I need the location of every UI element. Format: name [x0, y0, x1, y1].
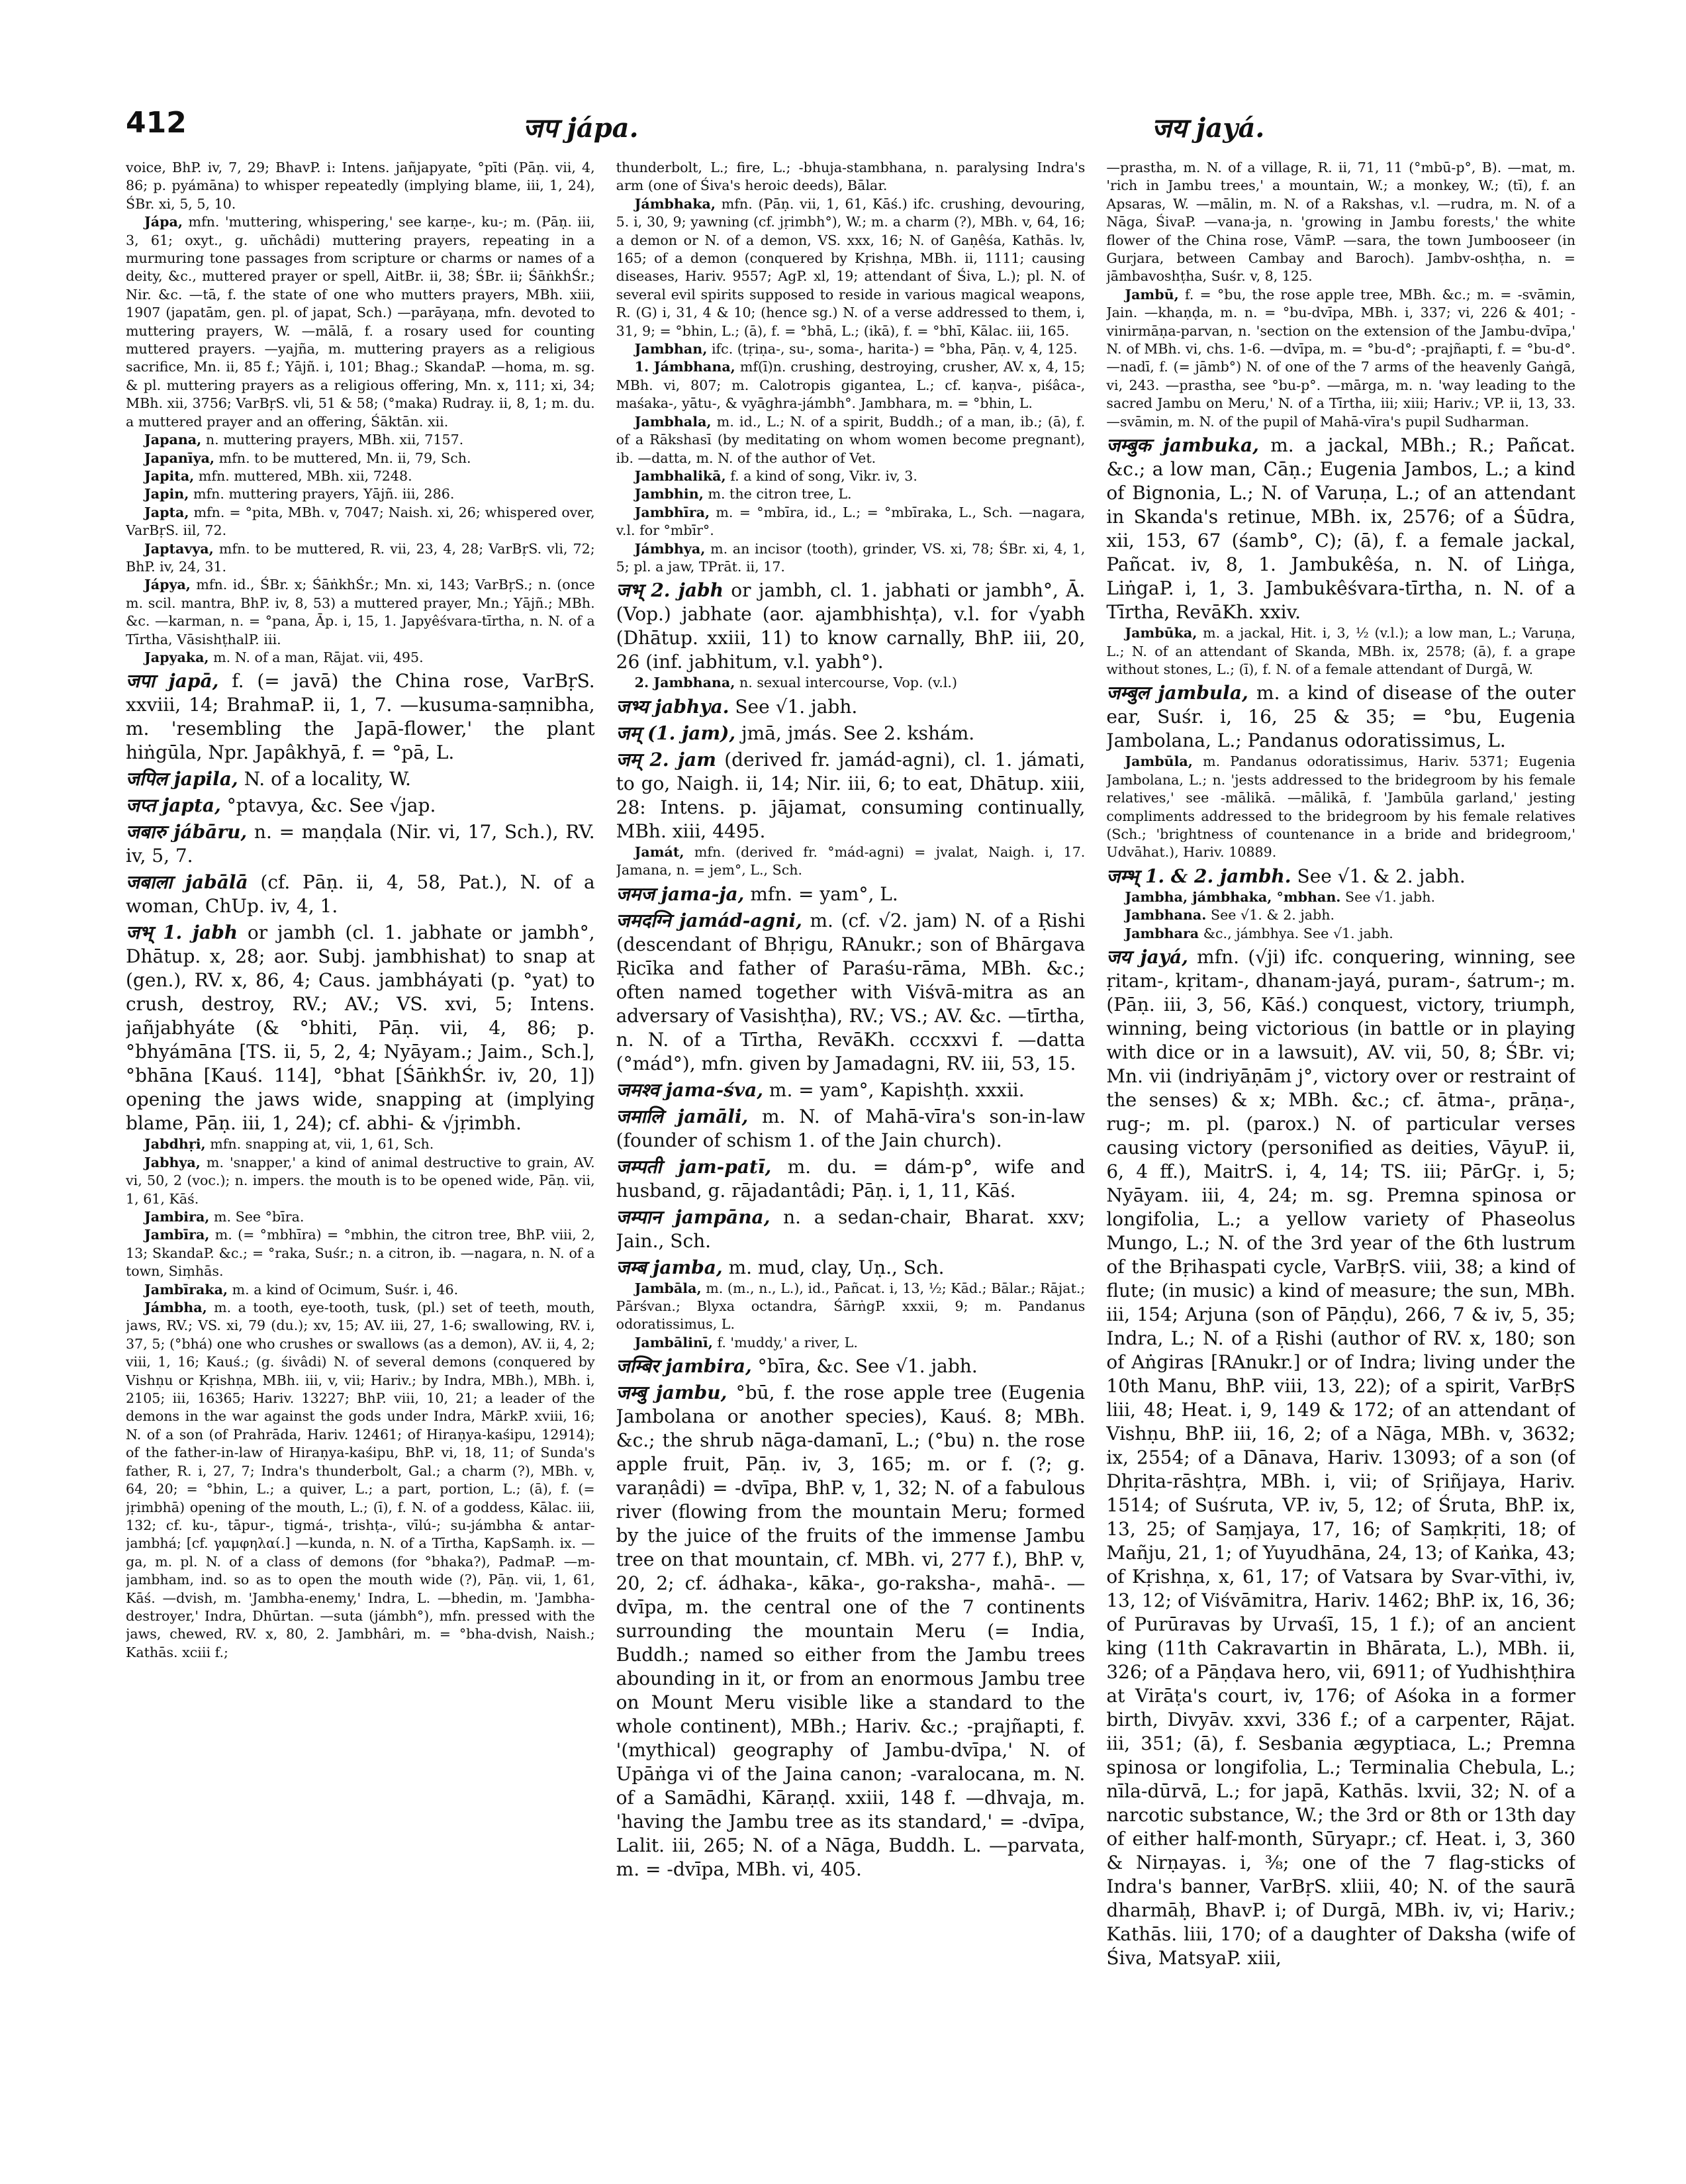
entry-headword: जम्पान jampāna,: [616, 1206, 771, 1228]
entry-headword: Jámbhaka,: [634, 195, 716, 212]
entry-headword: Jambīra,: [144, 1227, 210, 1243]
entry-text: m. (cf. √2. jam) N. of a Ṛishi (descendant of Bhṛigu, RAnukr.; son of Bhārgava Ṛicīka and father of Paraśu-rāma, MBh. &c.; often named together with Viśvā-mitra as an adversary of Vasishṭha), RV.; VS.; AV. &c. —tīrtha, n. N. of a Tīrtha, RevāKh. cccxxvi f. —datta (°mád°), mfn. given by Jamadagni, RV. iii, 53, 15.: [616, 909, 1086, 1074]
running-head-left: जप jápa.: [523, 113, 639, 144]
entry-text: —prastha, m. N. of a village, R. ii, 71, 11 (°mbū-p°, B). —mat, m. 'rich in Jambu trees,' a mountain, W.; a monkey, W.; (tī), f. an Apsaras, W. —mālin, m. N. of a Rakshas, v.l. —rudra, m. N. of a Nāga, ŚivaP. —vana-ja, n. 'growing in Jambu forests,' the white flower of the China rose, VāmP. —sara, the town Jumbooseer (in Gurjara, between Cambay and Baroch). Jambv-oshṭha, n. = jāmbavoshṭha, Suśr. v, 8, 125.: [1106, 160, 1576, 285]
dictionary-entry: [616, 159, 1086, 195]
entry-headword: Japita,: [144, 467, 195, 484]
dictionary-entry: [126, 1208, 595, 1226]
entry-text: n. sexual intercourse, Vop. (v.l.): [739, 675, 958, 691]
dictionary-entry: [126, 450, 595, 467]
dictionary-entry: [616, 485, 1086, 503]
entry-headword: 1. Jámbhana,: [634, 359, 735, 375]
dictionary-entry: [126, 669, 595, 765]
entry-text: or jambh, cl. 1. jabhati or jambh°, Ā. (Vop.) jabhate (aor. ajambhishṭa), v.l. for √yabh (Dhātup. xxiii, 11) to know carnally, BhP. iii, 20, 26 (inf. jabhitum, v.l. yabh°).: [616, 579, 1086, 673]
entry-headword: Jambū,: [1125, 286, 1179, 303]
dictionary-entry: [126, 485, 595, 503]
entry-headword: Jámbha,: [144, 1300, 207, 1316]
entry-headword: जम् 2. jam: [616, 748, 716, 771]
entry-text: mfn. id., ŚBr. x; ŚāṅkhŚr.; Mn. xi, 143; VarBṛS.; n. (once m. scil. mantra, BhP. iv, 8, 53) a muttered prayer, Mn.; Yājñ.; MBh. &c. —karman, n. = °pana, Āp. i, 15, 1. Japyêśvara-tīrtha, n. N. of a Tīrtha, VāsishṭhalP. iii.: [126, 577, 595, 647]
entry-text: m. a kind of disease of the outer ear, Suśr. i, 16, 25 & 35; = °bu, Eugenia Jambolana, L.; Pandanus odoratissimus, L.: [1106, 682, 1576, 752]
dictionary-entry: [616, 195, 1086, 340]
entry-text: mfn. to be muttered, R. vii, 23, 4, 28; VarBṛS. vli, 72; BhP. iv, 24, 31.: [126, 540, 595, 575]
entry-text: m. Pandanus odoratissimus, Hariv. 5371; Eugenia Jambolana, L.; n. 'jests addressed to the bridegroom by his female relatives,' see -mālikā. —mālikā, f. 'Jambūla garland,' jesting compliments addressed to the bridegroom by his female relatives (Sch.; 'brightness of countenance in a bride and bridegroom,' Udvāhat.), Hariv. 10889.: [1106, 753, 1576, 861]
entry-text: n. a sedan-chair, Bharat. xxv; Jain., Sch.: [616, 1206, 1086, 1252]
dictionary-entry: [616, 1078, 1086, 1102]
column-1: [126, 159, 595, 2138]
entry-headword: जम्बुल jambula,: [1106, 682, 1248, 704]
dictionary-entry: [616, 695, 1086, 719]
entry-headword: जमश्व jama-śva,: [616, 1078, 763, 1101]
entry-text: m. a tooth, eye-tooth, tusk, (pl.) set of teeth, mouth, jaws, RV.; VS. xi, 79 (du.); xv, 15; AV. iii, 27, 1-6; swallowing, RV. i, 37, 5; (°bhá) one who crushes or swallows (as a demon), AV. ii, 4, 2; viii, 1, 16; Kauś.; (g. śivâdi) N. of several demons (conquered by Vishṇu or Kṛishṇa, MBh. iii, v, vii; Hariv.; by Indra, MBh.), MBh. i, 2105; iii, 16365; Hariv. 13227; BhP. viii, 10, 21; a leader of the demons in the war against the gods under Indra, MārkP. xviii, 16; N. of a son (of Prahrāda, Hariv. 12461; of Hiraṇya-kaśipu, 12914); of the father-in-law of Hiraṇya-kaśipu, BhP. vi, 18, 11; of Sunda's father, R. i, 27, 7; Indra's thunderbolt, Gal.; a charm (?), MBh. v, 64, 20; = °bhin, L.; a quiver, L.; a part, portion, L.; (ā), f. (= jṛimbhā) opening of the mouth, L.; (ī), f. N. of a goddess, Kālac. iii, 132; cf. ku-, tāpur-, tigmá-, trishṭa-, vīlú-; su-jámbha & antar-jambhá; [cf. γαμφηλαί.] —kunda, n. N. of a Tīrtha, KapSaṃh. ix. —ga, m. pl. N. of a class of demons (for °bhaka?), PadmaP. —m-jambham, ind. so as to open the mouth wide (?), Pāṇ. vii, 1, 61, Kāś. —dvish, m. 'Jambha-enemy,' Indra, L. —bhedin, m. 'Jambha-destroyer,' Indra, Dhūrtan. —suta (jámbh°), mfn. pressed with the jaws, chewed, RV. x, 80, 2. Jambhâri, m. = °bha-dvish, Naish.; Kathās. xciii f.;: [126, 1300, 595, 1660]
entry-headword: Jambūka,: [1125, 625, 1197, 641]
dictionary-entry: [1106, 945, 1575, 1970]
entry-text: f. = °bu, the rose apple tree, MBh. &c.; m. = -svāmin, Jain. —khaṇḍa, m. n. = °bu-dvīpa, MBh. i, 337; vi, 226 & 401; -vinirmāṇa-parvan, n. 'section on the extension of the Jambu-dvīpa,' N. of MBh. vi, chs. 1-6. —dvīpa, m. = °bu-d°; -prajñapti, f. = °bu-d°. —nadī, f. (= jāmb°) N. of one of the 7 arms of the heavenly Gaṅgā, vi, 243. —prastha, see °bu-p°. —mārga, m. n. 'way leading to the sacred Jambu on Meru,' N. of a Tīrtha, iii; xiii; Hariv.; VP. ii, 13, 33. —svāmin, m. N. of the pupil of Mahā-vīra's pupil Sudharman.: [1106, 286, 1576, 430]
entry-headword: जभ् 2. jabh: [616, 579, 724, 602]
entry-text: mfn. = yam°, L.: [750, 882, 898, 905]
dictionary-entry: [616, 909, 1086, 1076]
entry-headword: जबाला jabālā: [126, 871, 248, 894]
entry-text: m. a jackal, MBh.; R.; Pañcat. &c.; a low man, Cāṇ.; Eugenia Jambos, L.; a kind of Bignonia, L.; N. of Varuṇa, L.; of an attendant in Skanda's retinue, MBh. ix, 2576; of a Śūdra, xii, 153, 67 (śamb°, C); (ā), f. a female jackal, Pañcat. iv, 8, 1. Jambukêśa, n. N. of Liṅga, LiṅgaP. i, 1, 3. Jambukêśvara-tīrtha, n. N. of a Tīrtha, RevāKh. xxiv.: [1106, 434, 1576, 624]
entry-headword: Jápa,: [144, 214, 183, 230]
entry-headword: जभ्य jabhya.: [616, 695, 729, 718]
entry-text: n. = maṇḍala (Nir. vi, 17, Sch.), RV. iv, 5, 7.: [126, 821, 595, 867]
entry-text: m. a kind of Ocimum, Suśr. i, 46.: [232, 1281, 459, 1298]
dictionary-entry: [616, 504, 1086, 540]
entry-headword: Jambha, jámbhaka, °mbhan.: [1125, 888, 1341, 905]
dictionary-entry: [1106, 286, 1575, 431]
entry-text: ifc. (tṛiṇa-, su-, soma-, harita-) = °bha, Pāṇ. v, 4, 125.: [711, 341, 1078, 357]
entry-text: m. = °mbīra, id., L.; = °mbīraka, L., Sch. —nagara, v.l. for °mbīr°.: [616, 504, 1086, 539]
dictionary-entry: [616, 674, 1086, 692]
entry-text: or jambh (cl. 1. jabhate or jambh°, Dhātup. x, 28; aor. Subj. jambhishat) to snap at (gen.), RV. x, 86, 4; Caus. jambháyati (p. °yat) to crush, destroy, RV.; AV.; VS. xvi, 5; Intens. jañjabhyáte (& °bhiti, Pāṇ. vii, 4, 86; p. °bhyámāna [TS. ii, 5, 2, 4; Nyāyam.; Jaim., Sch.], °bhāna [Kauś. 114], °bhat [ŚāṅkhŚr. iv, 20, 1]) opening the jaws wide, snapping at (implying blame, Pāṇ. iii, 1, 24); cf. abhi- & √jṛimbh.: [126, 922, 595, 1135]
page-number: 412: [126, 106, 187, 140]
dictionary-entry: [1106, 681, 1575, 753]
entry-headword: Jambhalikā,: [634, 467, 726, 484]
entry-headword: 2. Jambhana,: [634, 675, 735, 691]
entry-headword: जभ् 1. jabh: [126, 922, 238, 944]
column-2: [616, 159, 1086, 2138]
entry-text: voice, BhP. iv, 7, 29; BhavP. i: Intens. jañjapyate, °pīti (Pāṇ. vii, 4, 86; p. pyámāna) to whisper repeatedly (implying blame, iii, 1, 24), ŚBr. xi, 5, 5, 10.: [126, 160, 595, 212]
dictionary-entry: [126, 921, 595, 1135]
dictionary-entry: [616, 882, 1086, 906]
entry-text: N. of a locality, W.: [244, 768, 411, 790]
entry-text: mfn. (Pāṇ. vii, 1, 61, Kāś.) ifc. crushing, devouring, 5. i, 30, 9; yawning (cf. jṛimbh°), W.; m. a charm (?), MBh. v, 64, 16; a demon or N. of a demon, VS. xxx, 16; N. of Gaṇêśa, Kathās. lv, 165; of a demon (conquered by Kṛishṇa, MBh. ii, 1111; causing diseases, Hariv. 9557; AgP. xl, 19; attendant of Śiva, L.); pl. N. of several evil spirits supposed to reside in various magical weapons, R. (G) i, 31, 4 & 10; (hence sg.) N. of a verse addressed to them, i, 31, 9; = °bhin, L.; (ā), f. = °bhā, L.; (ikā), f. = °bhī, Kālac. iii, 165.: [616, 195, 1086, 339]
entry-headword: Jambhala,: [634, 413, 712, 430]
entry-headword: जमज jama-ja,: [616, 882, 745, 905]
dictionary-entry: [616, 1381, 1086, 1881]
entry-text: n. muttering prayers, MBh. xii, 7157.: [205, 432, 464, 448]
dictionary-entry: [616, 467, 1086, 485]
dictionary-entry: [126, 649, 595, 667]
entry-headword: Jambhin,: [634, 486, 704, 502]
entry-text: m. 'snapper,' a kind of animal destructive to grain, AV. vi, 50, 2 (voc.); n. impers. the mouth is to be opened wide, Pāṇ. vii, 1, 61, Kāś.: [126, 1154, 595, 1207]
entry-text: m. See °bīra.: [214, 1209, 304, 1225]
dictionary-entry: [1106, 434, 1575, 624]
entry-headword: Jamát,: [634, 843, 684, 860]
entry-headword: Jambālinī,: [634, 1334, 713, 1351]
dictionary-entry: [1106, 753, 1575, 861]
entry-text: mfn. (√ji) ifc. conquering, winning, see ṛitam-, kṛitam-, dhanam-jayá, puram-, śatrum-; m. (Pāṇ. iii, 3, 56, Kāś.) conquest, victory, triumph, winning, being victorious (in battle or in playing with dice or in a lawsuit), AV. vii, 50, 8; ŚBr. vi; Mn. vii (indriyāṇām j°, victory over or restraint of the senses) & x; MBh. &c.; cf. ātma-, prāṇa-, rug-; m. pl. (parox.) N. of particular verses causing victory (personified as deities, VāyuP. ii, 6, 4 ff.), MaitrS. i, 4, 14; TS. iii; PārGṛ. i, 5; Nyāyam. iii, 4, 24; m. sg. Premna spinosa or longifolia, L.; a yellow variety of Phaseolus Mungo, L.; N. of the 3rd year of the 6th lustrum of the Bṛihaspati cycle, VarBṛS. viii, 38; a kind of flute; (in music) a kind of measure; the sun, MBh. iii, 154; Arjuna (son of Pāṇḍu), 266, 7 & iv, 5, 35; Indra, L.; N. of a Ṛishi (author of RV. x, 180; son of Aṅgiras [RAnukr.] or of Indra; living under the 10th Manu, BhP. viii, 13, 22); of a spirit, VarBṛS liii, 48; Heat. i, 9, 149 & 172; of an attendant of Vishṇu, BhP. iii, 16, 2; of a Nāga, MBh. v, 3632; ix, 2554; of a Dānava, Hariv. 13093; of a son (of Dhṛita-rāshṭra, MBh. i, vii; of Sṛiñjaya, Hariv. 1514; of Suśruta, VP. iv, 5, 12; of Śruta, BhP. ix, 13, 25; of Saṃjaya, 17, 16; of Saṃkṛiti, 18; of Mañju, 21, 1; of Yuyudhāna, 24, 13; of Kaṅka, 43; of Kṛishṇa, x, 61, 17; of Vatsara by Svar-vīthi, iv, 13, 12; of Viśvāmitra, Hariv. 1462; BhP. ix, 16, 36; of Purūravas by Urvaśī, 15, 1 f.); of an ancient king (11th Cakravartin in Bhārata, L.), MBh. ii, 326; of a Pāṇḍava hero, vii, 6911; of Yudhishṭhira at Virāṭa's court, iv, 176; of Aśoka in a former birth, Divyāv. xxvi, 336 f.; of a carpenter, Rājat. iii, 351; (ā), f. Sesbania ægyptiaca, L.; Premna spinosa or longifolia, L.; Terminalia Chebula, L.; nīla-dūrvā, L.; for japā, Kathās. lxvii, 32; N. of a narcotic substance, W.; the 3rd or 8th or 13th day of either half-month, Sūryapr.; cf. Heat. i, 3, 360 & Nirṇayas. i, ⅜; one of the 7 flag-sticks of Indra's banner, VarBṛS. xliii, 40; N. of the saurā dharmāḥ, BhavP. i; of Durgā, MBh. iv, vi; Hariv.; Kathās. liii, 170; of a daughter of Daksha (wife of Śiva, MatsyaP. xiii,: [1106, 945, 1576, 1969]
dictionary-entry: [616, 358, 1086, 412]
running-head-right: जय jayá.: [1152, 113, 1265, 144]
dictionary-entry: [616, 413, 1086, 467]
entry-text: m. the citron tree, L.: [708, 486, 852, 502]
entry-text: mfn. to be muttered, Mn. ii, 79, Sch.: [218, 450, 471, 466]
entry-text: See √1. & 2. jabh.: [1210, 907, 1335, 924]
entry-headword: जबारु jábāru,: [126, 821, 248, 843]
entry-text: See √1. jabh.: [1345, 888, 1436, 905]
dictionary-entry: [616, 722, 1086, 745]
entry-headword: Jambira,: [144, 1209, 210, 1225]
entry-headword: Japta,: [144, 504, 189, 520]
entry-text: f. (= javā) the China rose, VarBṛS. xxviii, 14; BrahmaP. ii, 1, 7. —kusuma-saṃnibha, m. 'resembling the Japā-flower,' the plant hiṅgūla, Npr. Japâkhyā, f. = °pā, L.: [126, 670, 595, 764]
entry-headword: जपिल japila,: [126, 768, 238, 790]
entry-headword: जम्ब jamba,: [616, 1256, 723, 1278]
entry-text: mf(ī)n. crushing, destroying, crusher, AV. x, 4, 15; MBh. vi, 807; m. Calotropis gigantea, L.; cf. kaṇva-, piśâca-, maśaka-, yātu-, & vyāghra-jámbh°. Jambhara, m. = °bhin, L.: [616, 359, 1086, 412]
dictionary-entry: [1106, 888, 1575, 906]
entry-headword: जम्बु jambu,: [616, 1382, 727, 1404]
dictionary-entry: [616, 1256, 1086, 1280]
entry-text: °bū, f. the rose apple tree (Eugenia Jambolana or another species), Kauś. 8; MBh. &c.; the shrub nāga-damanī, L.; (°bu) n. the rose apple fruit, Pāṇ. iv, 3, 165; m. or f. (?; g. varaṇâdi) = -dvīpa, BhP. v, 1, 32; N. of a fabulous river (flowing from the mountain Meru; formed by the juice of the fruits of the immense Jambu tree on that mountain, cf. MBh. vi, 277 f.), BhP. v, 20, 2; cf. ádhaka-, kāka-, go-raksha-, mahā-. —dvīpa, m. the central one of the 7 continents surrounding the mountain Meru (= India, Buddh.; named so either from the Jambu trees abounding in it, or from an enormous Jambu tree on Mount Meru visible like a standard to the whole continent), MBh.; Hariv. &c.; -prajñapti, f. '(mythical) geography of Jambu-dvīpa,' N. of Upāṅga vi of the Jaina canon; -varalocana, m. N. of a Samādhi, Kāraṇḍ. xxiii, 148 f. —dhvaja, m. 'having the Jambu tree as its standard,' = -dvīpa, Lalit. iii, 265; N. of a Nāga, Buddh. L. —parvata, m. = -dvīpa, MBh. vi, 405.: [616, 1382, 1086, 1881]
entry-headword: जम्बिर jambira,: [616, 1355, 752, 1378]
entry-headword: जम्भ् 1. & 2. jambh.: [1106, 865, 1291, 887]
entry-text: jmā, jmás. See 2. kshám.: [741, 722, 975, 744]
entry-headword: Jambhara: [1125, 925, 1199, 941]
entry-text: mfn. muttered, MBh. xii, 7248.: [198, 467, 412, 484]
entry-headword: Jambūla,: [1125, 753, 1193, 770]
entry-text: f. 'muddy,' a river, L.: [717, 1334, 858, 1351]
dictionary-entry: [616, 748, 1086, 843]
dictionary-entry: [126, 576, 595, 649]
dictionary-entry: [126, 213, 595, 431]
entry-headword: Jabdhṛi,: [144, 1136, 206, 1153]
entry-text: m. du. = dám-p°, wife and husband, g. rājadantâdi; Pāṇ. i, 1, 11, Kāś.: [616, 1155, 1086, 1202]
dictionary-entry: [616, 1354, 1086, 1378]
entry-text: mfn. 'muttering, whispering,' see karṇe-, ku-; m. (Pāṇ. iii, 3, 61; oxyt., g. uñchâdi) muttering prayers, repeating in a murmuring tone passages from scripture or charms or names of a deity, &c., muttered prayer or spell, AitBr. ii, 38; ŚBr. ii; ŚāṅkhŚr.; Nir. &c. —tā, f. the state of one who mutters prayers, MBh. xiii, 1907 (japatām, gen. pl. of japat, Sch.) —parāyaṇa, mfn. devoted to muttering prayers, W. —mālā, f. a rosary used for counting muttered prayers. —yajña, m. muttering prayers as a religious sacrifice, Mn. ii, 85 f.; Yājñ. i, 101; Bhag.; SkandaP. —homa, m. sg. & pl. muttering prayers as a religious offering, Mn. x, 111; xi, 34; MBh. xii, 3756; VarBṛS. vli, 51 & 58; (°maka) Rudray. ii, 8, 1; m. du. a muttered prayer and an offering, Śāktān. xii.: [126, 214, 595, 430]
entry-text: m. id., L.; N. of a spirit, Buddh.; of a man, ib.; (ā), f. of a Rākshasī (by meditating on whom women become pregnant), ib. —datta, m. N. of the author of Vet.: [616, 413, 1086, 466]
dictionary-entry: [126, 504, 595, 540]
entry-headword: Jambāla,: [634, 1280, 702, 1296]
dictionary-entry: [616, 1155, 1086, 1203]
entry-text: m. N. of a man, Rājat. vii, 495.: [213, 649, 424, 665]
entry-headword: Jambhan,: [634, 341, 708, 357]
entry-text: m. (= °mbhīra) = °mbhin, the citron tree, BhP. viii, 2, 13; SkandaP. &c.; = °raka, Suśr.; n. a citron, ib. —nagara, n. N. of a town, Siṃhās.: [126, 1227, 595, 1280]
entry-text: See √1. & 2. jabh.: [1297, 865, 1466, 887]
entry-text: &c., jámbhya. See √1. jabh.: [1203, 925, 1393, 941]
page-header: [126, 106, 1580, 152]
dictionary-entry: [126, 871, 595, 918]
entry-text: mfn. muttering prayers, Yājñ. iii, 286.: [193, 486, 455, 502]
dictionary-entry: [1106, 624, 1575, 679]
dictionary-entry: [126, 1281, 595, 1299]
dictionary-entry: [126, 467, 595, 485]
dictionary-entry: [616, 540, 1086, 577]
entry-headword: Japin,: [144, 486, 189, 502]
dictionary-entry: [126, 431, 595, 449]
entry-headword: जम् (1. jam),: [616, 722, 736, 744]
entry-text: °bīra, &c. See √1. jabh.: [757, 1355, 978, 1378]
entry-text: m. = yam°, Kapishṭh. xxxii.: [769, 1078, 1025, 1101]
dictionary-entry: [126, 820, 595, 868]
entry-headword: जपा japā,: [126, 670, 219, 692]
dictionary-entry: [616, 1105, 1086, 1153]
dictionary-entry: [616, 843, 1086, 880]
dictionary-entry: [616, 1334, 1086, 1352]
dictionary-entry: [616, 340, 1086, 358]
dictionary-columns: [126, 159, 1575, 2138]
entry-headword: Jápya,: [144, 577, 191, 593]
entry-text: thunderbolt, L.; fire, L.; -bhuja-stambhana, n. paralysing Indra's arm (one of Śiva's heroic deeds), Bālar.: [616, 160, 1086, 194]
dictionary-entry: [126, 1135, 595, 1153]
entry-headword: जमालि jamāli,: [616, 1105, 749, 1127]
entry-text: See √1. jabh.: [735, 695, 858, 718]
dictionary-entry: [1106, 159, 1575, 286]
dictionary-entry: [126, 1226, 595, 1280]
dictionary-entry: [1106, 906, 1575, 924]
entry-text: f. a kind of song, Vikr. iv, 3.: [730, 467, 917, 484]
entry-headword: जप्त japta,: [126, 794, 221, 817]
entry-text: m. a jackal, Hit. i, 3, ½ (v.l.); a low man, L.; Varuṇa, L.; N. of an attendant of Skanda, MBh. ix, 2578; (ā), f. a grape without stones, L.; (ī), f. N. of a female attendant of Durgā, W.: [1106, 625, 1576, 677]
entry-text: m. N. of Mahā-vīra's son-in-law (founder of schism 1. of the Jain church).: [616, 1105, 1086, 1151]
entry-headword: Jámbhya,: [634, 540, 706, 557]
dictionary-entry: [1106, 865, 1575, 888]
entry-headword: Jambhīra,: [634, 504, 710, 520]
entry-headword: जमदग्नि jamád-agni,: [616, 909, 802, 931]
dictionary-entry: [126, 794, 595, 818]
entry-headword: जय jayá,: [1106, 945, 1188, 968]
entry-headword: Japana,: [144, 432, 202, 448]
dictionary-entry: [616, 1280, 1086, 1334]
entry-text: m. (m., n., L.), id., Pañcat. i, 13, ½; Kād.; Bālar.; Rājat.; Pārśvan.; Blyxa octandra, ŚārṅgP. xxxii, 9; m. Pandanus odoratissimus, L.: [616, 1280, 1086, 1333]
entry-headword: जम्बुक jambuka,: [1106, 434, 1259, 457]
dictionary-entry: [616, 1206, 1086, 1253]
entry-text: (cf. Pāṇ. ii, 4, 58, Pat.), N. of a woman, ChUp. iv, 4, 1.: [126, 871, 595, 918]
dictionary-entry: [126, 767, 595, 791]
entry-text: m. mud, clay, Uṇ., Sch.: [728, 1256, 945, 1278]
entry-text: mfn. snapping at, vii, 1, 61, Sch.: [210, 1136, 434, 1153]
entry-headword: Japtavya,: [144, 540, 214, 557]
dictionary-entry: [616, 579, 1086, 674]
dictionary-entry: [126, 1299, 595, 1662]
dictionary-entry: [1106, 925, 1575, 943]
entry-headword: जम्पती jam-patī,: [616, 1155, 772, 1178]
entry-text: mfn. = °pita, MBh. v, 7047; Naish. xi, 26; whispered over, VarBṛS. iil, 72.: [126, 504, 595, 539]
entry-headword: Jambhana.: [1125, 907, 1207, 924]
dictionary-entry: [126, 1154, 595, 1208]
entry-text: mfn. (derived fr. °mád-agni) = jvalat, Naigh. i, 17. Jamana, n. = jem°, L., Sch.: [616, 843, 1086, 878]
dictionary-entry: [126, 540, 595, 577]
entry-headword: Japanīya,: [144, 450, 215, 466]
entry-text: m. an incisor (tooth), grinder, VS. xi, 78; ŚBr. xi, 4, 1, 5; pl. a jaw, TPrāt. ii, 17.: [616, 540, 1086, 575]
column-3: [1106, 159, 1575, 2138]
entry-headword: Japyaka,: [144, 649, 209, 665]
entry-text: °ptavya, &c. See √jap.: [226, 794, 436, 817]
entry-headword: Jabhya,: [144, 1154, 201, 1170]
entry-text: (derived fr. jamád-agni), cl. 1. jámati, to go, Naigh. ii, 14; Nir. iii, 6; to eat, Dhātup. xiii, 28: Intens. p. jājamat, consuming continually, MBh. xiii, 4495.: [616, 748, 1086, 842]
entry-headword: Jambīraka,: [144, 1281, 228, 1298]
dictionary-entry: [126, 159, 595, 213]
